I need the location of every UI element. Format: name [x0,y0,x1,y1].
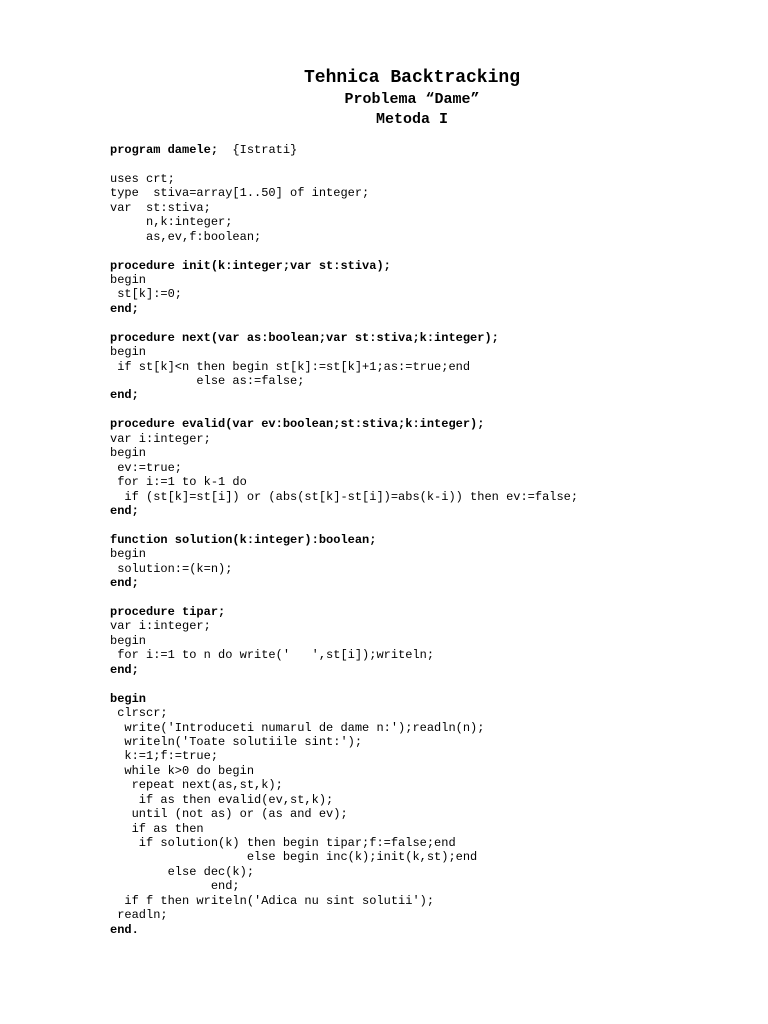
code-line [110,446,760,460]
code-text: ev:=true; [110,460,183,475]
code-text: begin [110,345,147,360]
code-line [110,706,760,720]
code-line [110,749,760,763]
code-keyword-text: end; [110,301,139,316]
code-line [110,432,760,446]
code-line [110,302,760,316]
code-line [110,721,760,735]
code-line [110,807,760,821]
code-text: for i:=1 to k-1 do [110,475,247,490]
code-line [110,591,760,605]
code-text: else dec(k); [110,864,255,879]
code-text: n,k:integer; [110,215,233,230]
code-line [110,663,760,677]
code-line [110,692,760,706]
code-text: var i:integer; [110,619,211,634]
code-line [110,374,760,388]
code-line [110,764,760,778]
code-line [110,316,760,330]
code-line [110,923,760,937]
document-title: Tehnica Backtracking [303,68,521,88]
code-text: if st[k]<n then begin st[k]:=st[k]+1;as:=true;end [110,359,471,374]
code-text: k:=1;f:=true; [110,749,219,764]
code-line [110,634,760,648]
code-line [110,201,760,215]
code-keyword-text: end; [110,576,139,591]
code-line [110,360,760,374]
code-line [110,879,760,893]
code-line [110,576,760,590]
code-keyword-text: procedure init(k:integer;var st:stiva); [110,258,391,273]
code-text: begin [110,547,147,562]
code-line [110,735,760,749]
code-line [110,677,760,691]
code-line [110,504,760,518]
code-line [110,345,760,359]
code-text: {Istrati} [218,143,298,157]
code-text: begin [110,446,147,461]
code-keyword-text: begin [110,691,147,706]
code-keyword-text: procedure tipar; [110,605,226,619]
code-keyword-text: end; [110,662,139,677]
code-keyword-text: program damele; [110,143,219,157]
code-line [110,619,760,633]
code-line [110,417,760,431]
code-line [110,403,760,417]
code-line [110,143,760,157]
code-line [110,186,760,200]
code-text: else begin inc(k);init(k,st);end [110,850,478,865]
code-text: writeln('Toate solutiile sint:'); [110,734,363,749]
code-keyword-text: end; [110,388,139,403]
document-subtitle-problem: Problema “Dame” [344,91,480,108]
code-listing [110,143,760,937]
code-text: solution:=(k=n); [110,561,233,576]
code-line [110,822,760,836]
code-line [110,908,760,922]
code-line [110,605,760,619]
code-line [110,388,760,402]
code-text: readln; [110,908,168,923]
code-line [110,244,760,258]
code-text: begin [110,272,147,287]
code-line [110,461,760,475]
code-line [110,533,760,547]
code-text: uses crt; [110,171,175,186]
code-text: write('Introduceti numarul de dame n:');readln(n); [110,720,485,735]
code-text: end; [110,879,240,894]
code-line [110,850,760,864]
code-line [110,894,760,908]
document-subtitle-method: Metoda I [375,111,448,128]
code-line [110,518,760,532]
code-text: if as then [110,821,204,836]
code-line [110,157,760,171]
code-text: st[k]:=0; [110,287,183,302]
code-text: if (st[k]=st[i]) or (abs(st[k]-st[i])=abs(k-i)) then ev:=false; [110,489,579,504]
code-line [110,778,760,792]
code-keyword-text: function solution(k:integer):boolean; [110,532,377,547]
code-text: var i:integer; [110,431,211,446]
code-line [110,490,760,504]
code-text: as,ev,f:boolean; [110,229,262,244]
code-text: type stiva=array[1..50] of integer; [110,186,370,201]
code-text: while k>0 do begin [110,763,255,778]
code-line [110,273,760,287]
code-line [110,865,760,879]
code-text: var st:stiva; [110,200,211,215]
code-keyword-text: end; [110,503,139,518]
code-keyword-text: procedure evalid(var ev:boolean;st:stiva;k:integer); [110,417,485,432]
code-text: if f then writeln('Adica nu sint solutii'); [110,893,435,908]
code-line [110,215,760,229]
code-line [110,475,760,489]
code-text: clrscr; [110,706,168,721]
code-line [110,836,760,850]
code-line [110,230,760,244]
code-line [110,331,760,345]
code-text: else as:=false; [110,374,305,388]
code-text: if as then evalid(ev,st,k); [110,792,334,807]
code-line [110,793,760,807]
title-block [0,66,768,130]
code-line [110,648,760,662]
code-text: for i:=1 to n do write(' ',st[i]);writeln; [110,648,435,663]
code-text: begin [110,633,147,648]
code-keyword-text: end. [110,922,139,937]
code-line [110,562,760,576]
code-line [110,172,760,186]
code-line [110,547,760,561]
code-keyword-text: procedure next(var as:boolean;var st:stiva;k:integer); [110,330,499,345]
code-text: repeat next(as,st,k); [110,778,283,793]
code-line [110,287,760,301]
code-line [110,259,760,273]
code-text: if solution(k) then begin tipar;f:=false;end [110,836,456,850]
code-text: until (not as) or (as and ev); [110,807,348,822]
